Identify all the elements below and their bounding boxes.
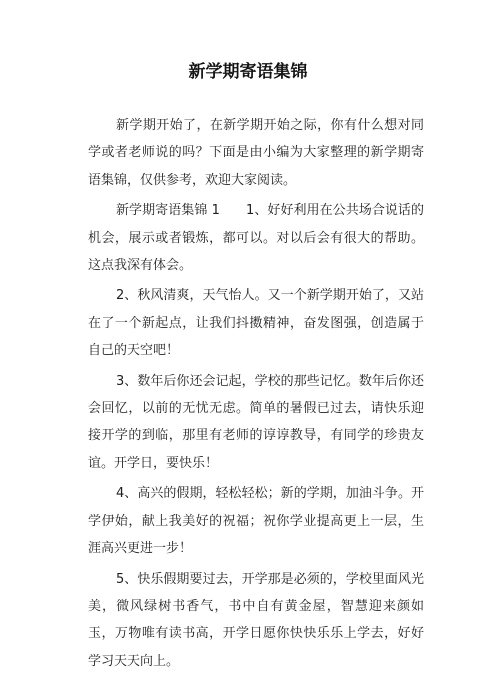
paragraph-item-4: 4、高兴的假期，轻松轻松；新的学期，加油斗争。开学伊始，献上我美好的祝福；祝你学业提高更上一层，生涯高兴更进一步！ bbox=[88, 480, 424, 562]
paragraph-item-5: 5、快乐假期要过去，开学那是必须的，学校里面风光美，微风绿树书香气，书中自有黄金屋，智慧迎来颜如玉，万物唯有读书高，开学日愿你快快乐乐上学去，好好学习天天向上。 bbox=[88, 566, 424, 675]
paragraph-item-3: 3、数年后你还会记起，学校的那些记忆。数年后你还会回忆，以前的无忧无虑。简单的暑假已过去，请快乐迎接开学的到临，那里有老师的谆谆教导，有同学的珍贵友谊。开学日，要快乐！ bbox=[88, 368, 424, 478]
paragraph-item-2: 2、秋风清爽，天气怡人。又一个新学期开始了，又站在了一个新起点，让我们抖擞精神，奋发图强，创造属于自己的天空吧！ bbox=[88, 282, 424, 364]
paragraph-intro: 新学期开始了，在新学期开始之际，你有什么想对同学或者老师说的吗？下面是由小编为大家整理的新学期寄语集锦，仅供参考，欢迎大家阅读。 bbox=[88, 112, 424, 194]
document-body bbox=[88, 112, 424, 675]
document-title: 新学期寄语集锦 bbox=[0, 60, 496, 84]
paragraph-item-1: 新学期寄语集锦 1 1、好好利用在公共场合说话的机会，展示或者锻炼，都可以。对以后会有很大的帮助。这点我深有体会。 bbox=[88, 197, 424, 279]
